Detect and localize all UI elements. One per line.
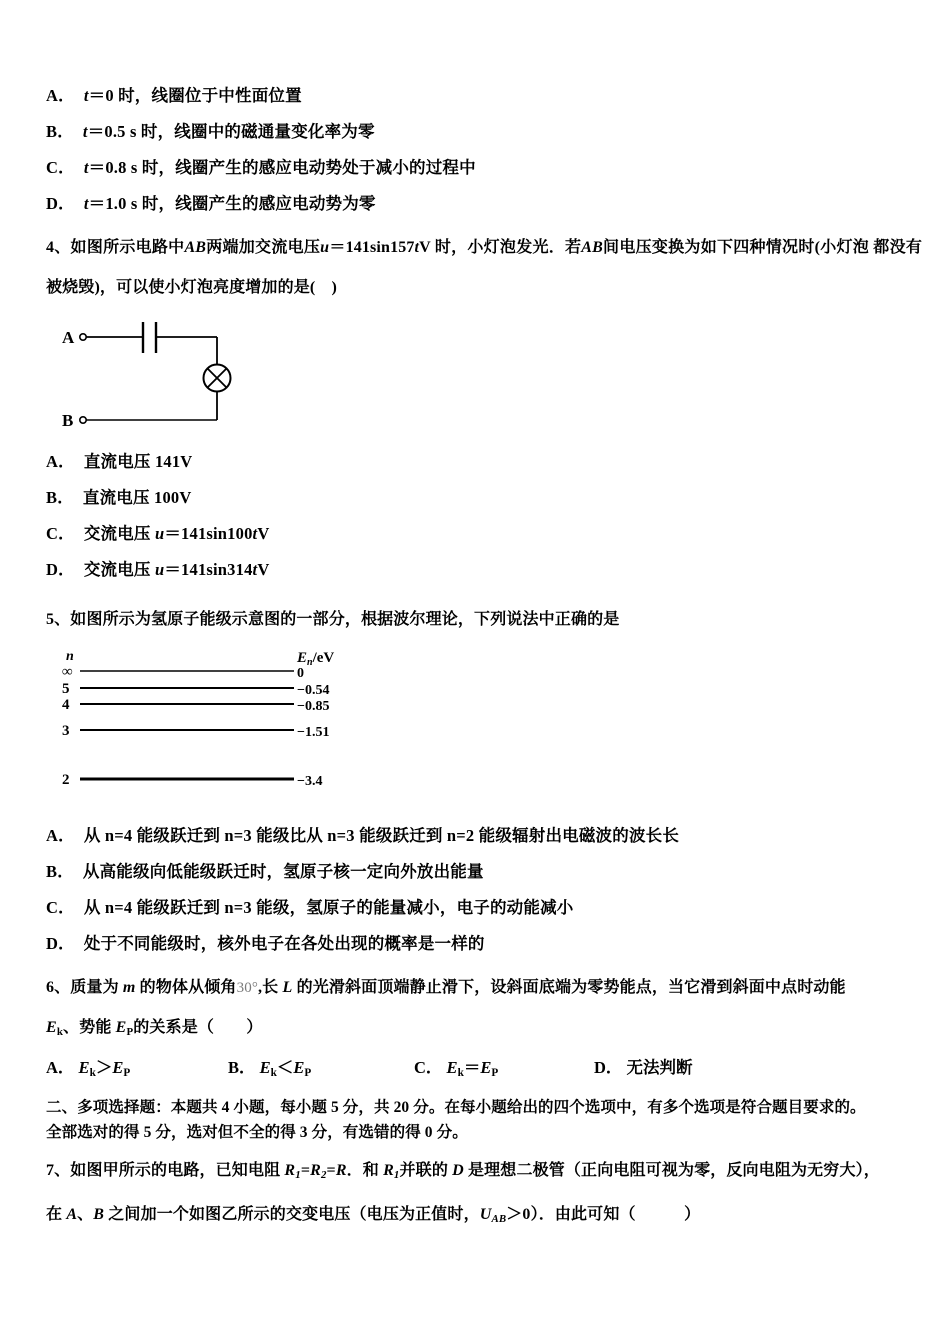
q4-option-b — [46, 480, 922, 516]
level-label-inf: ∞ — [62, 664, 73, 680]
q6-options-row — [46, 1052, 922, 1089]
q4-option-d — [46, 552, 922, 588]
level-energy-4: −0.85 — [297, 699, 330, 714]
q5-option-b-label: B． — [46, 862, 74, 881]
level-label-3: 3 — [62, 723, 70, 739]
q4-stem — [46, 228, 922, 308]
q5-option-d-text: 处于不同能级时，核外电子在各处出现的概率是一样的 — [83, 934, 485, 953]
q6-option-b-text: $E_k<E_P$ — [259, 1058, 312, 1080]
q3-option-d-text: t＝1.0 s 时，线圈产生的感应电动势为零 — [83, 194, 376, 213]
q6-option-a — [46, 1052, 228, 1089]
q7-stem-line1: 7、如图甲所示的电路，已知电阻 $R_1=R_2=R$．和 $R_1$并联的 D 是理想二极管（正向电阻可视为零，反向电阻为无穷大）， — [46, 1162, 880, 1182]
q6-option-d-text: 无法判断 — [626, 1058, 693, 1078]
terminal-a-label: A — [62, 328, 75, 347]
level-label-4: 4 — [62, 697, 70, 713]
level-label-2: 2 — [62, 772, 70, 788]
q6-option-d-label: D． — [594, 1058, 623, 1078]
q3-option-c — [46, 150, 922, 186]
q6-stem-line2: $E_k$、势能 $E_P$的关系是（ ） — [46, 1019, 263, 1039]
q5-option-d-label: D． — [46, 934, 75, 953]
q6-angle-value: 30° — [236, 980, 259, 996]
q6-option-b-label: B． — [228, 1058, 256, 1078]
level-energy-2: −3.4 — [297, 774, 323, 789]
level-label-5: 5 — [62, 681, 70, 697]
q6-option-c-text: $E_k=E_P$ — [446, 1058, 499, 1080]
q6-option-c — [414, 1052, 594, 1089]
q5-option-d — [46, 926, 922, 962]
q3-option-b — [46, 114, 922, 150]
q3-option-d-label: D． — [46, 194, 75, 213]
hydrogen-energy-level-svg — [54, 646, 384, 814]
q4-option-a-label: A． — [46, 452, 75, 471]
q5-energy-figure — [54, 646, 384, 814]
level-energy-inf: 0 — [297, 666, 304, 681]
q6-stem-line1: 6、质量为 m 的物体从倾角30°,长 L 的光滑斜面顶端静止滑下，设斜面底端为零势能点，当它滑到斜面中点时动能 — [46, 979, 846, 996]
q5-option-c-label: C． — [46, 898, 75, 917]
q6-option-b — [228, 1052, 414, 1089]
q5-option-a-label: A． — [46, 826, 75, 845]
section2-line2: 全部选对的得 5 分，选对但不全的得 3 分，有选错的得 0 分。 — [46, 1124, 468, 1142]
q4-stem-line1: 4、如图所示电路中AB两端加交流电压u＝141sin157tV 时，小灯泡发光．若AB间电压变换为如下四种情况时(小灯泡 — [46, 239, 870, 256]
q4-option-b-label: B． — [46, 488, 74, 507]
level-energy-3: −1.51 — [297, 725, 330, 740]
q4-option-c — [46, 516, 922, 552]
q5-option-a-text: 从 n=4 能级跃迁到 n=3 能级比从 n=3 能级跃迁到 n=2 能级辐射出电磁波的波长长 — [83, 826, 680, 845]
terminal-a-node — [80, 334, 86, 340]
q3-option-a-label: A． — [46, 86, 75, 105]
q4-option-c-label: C． — [46, 524, 75, 543]
q3-option-c-text: t＝0.8 s 时，线圈产生的感应电动势处于减小的过程中 — [83, 158, 476, 177]
q3-option-c-label: C． — [46, 158, 75, 177]
q5-option-b-text: 从高能级向低能级跃迁时，氢原子核一定向外放出能量 — [82, 862, 484, 881]
q6-option-a-label: A． — [46, 1058, 75, 1078]
q6-option-a-text: $E_k>E_P$ — [78, 1058, 131, 1080]
capacitor-lamp-circuit-svg — [60, 320, 340, 438]
q6-option-d — [594, 1052, 693, 1084]
q3-option-d — [46, 186, 922, 222]
q5-stem: 5、如图所示为氢原子能级示意图的一部分，根据波尔理论，下列说法中正确的是 — [46, 611, 620, 628]
page-content — [46, 78, 922, 1239]
section2-line1: 二、多项选择题：本题共 4 小题，每小题 5 分，共 20 分。在每小题给出的四个选项中，有多个选项是符合题目要求的。 — [46, 1099, 866, 1117]
q5-option-c-text: 从 n=4 能级跃迁到 n=3 能级，氢原子的能量减小，电子的动能减小 — [83, 898, 574, 917]
q4-option-a-text: 直流电压 141V — [83, 452, 193, 471]
energy-right-header: $E_n/eV$ — [297, 650, 335, 668]
q4-circuit-figure — [60, 320, 340, 438]
energy-left-header: n — [66, 649, 74, 664]
terminal-b-node — [80, 417, 86, 423]
q3-option-b-text: t＝0.5 s 时，线圈中的磁通量变化率为零 — [82, 122, 375, 141]
q4-option-d-text: 交流电压 u＝141sin314tV — [83, 560, 270, 579]
q3-option-b-label: B． — [46, 122, 74, 141]
terminal-b-label: B — [62, 411, 74, 430]
q7-stem-line2: 在 A、B 之间加一个如图乙所示的交变电压（电压为正值时，$U_{AB}>0$）．由此可知（ ） — [46, 1206, 701, 1226]
q3-option-a-text: t＝0 时，线圈位于中性面位置 — [83, 86, 302, 105]
level-energy-5: −0.54 — [297, 683, 330, 698]
q4-option-a — [46, 444, 922, 480]
q5-option-b — [46, 854, 922, 890]
q4-option-c-text: 交流电压 u＝141sin100tV — [83, 524, 270, 543]
q4-option-d-label: D． — [46, 560, 75, 579]
q6-option-c-label: C． — [414, 1058, 443, 1078]
q5-option-c — [46, 890, 922, 926]
q3-option-a — [46, 78, 922, 114]
q4-stem-line2: 都没有被烧毁)，可以使小灯泡亮度增加的是( ) — [46, 239, 922, 296]
q5-option-a — [46, 818, 922, 854]
q4-option-b-text: 直流电压 100V — [82, 488, 192, 507]
